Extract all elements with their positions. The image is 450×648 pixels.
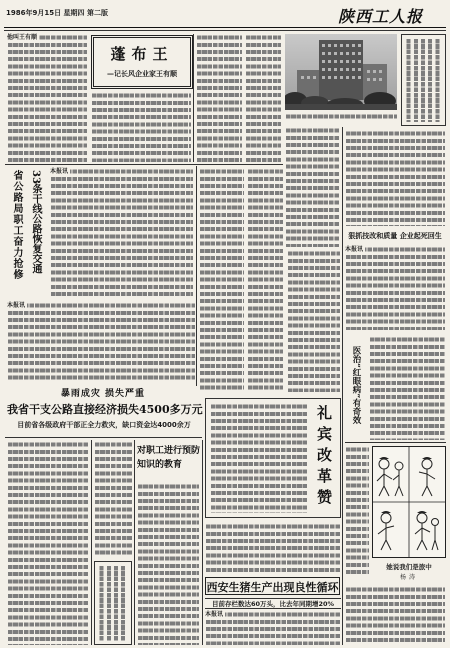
cartoon-illustration [372, 446, 446, 558]
photo-factory-building [285, 34, 397, 110]
column-rule [196, 166, 197, 386]
date-line: 1986年9月15日 星期四 第二版 [6, 9, 108, 17]
column-rule [91, 440, 92, 645]
side-box-text [405, 38, 442, 122]
flood-deck: 目前省各级政府干部正全力救灾，缺口资金达4000余万 [17, 421, 191, 429]
header-rule-thin [4, 30, 446, 31]
article-text-block [245, 34, 281, 162]
article-text-block [247, 168, 283, 393]
red-eye-headline: 医治“红眼病”有奇效 [351, 346, 361, 424]
cartoon-caption: 她说我们是旅中 [386, 563, 432, 571]
column-rule [193, 34, 194, 162]
column-rule [202, 440, 203, 645]
article-text-block [369, 336, 445, 440]
road-repair-headline: 省公路局职工奋力抢修 [11, 170, 22, 280]
pig-headline-box [205, 577, 340, 595]
column-rule [342, 127, 343, 645]
header-rule [4, 27, 446, 28]
article-lead: 本报讯 [345, 246, 364, 253]
cartoon-author: 杨涛 [399, 574, 418, 581]
article-text-block [137, 483, 199, 645]
article-text-block [199, 168, 244, 393]
article-lead: 本报讯 [50, 168, 69, 175]
flood-kicker: 暴雨成灾 损失严重 [60, 389, 146, 399]
feature-headline-box [91, 35, 193, 89]
article-lead: 他叫王有顺 [7, 34, 38, 41]
article-text-block [285, 127, 340, 247]
article-text-block [196, 34, 242, 162]
side-box [401, 34, 446, 126]
road-repair-subheadline: 33条干线公路恢复交通 [30, 170, 41, 274]
prevention-headline: 对职工进行预防知识的教育 [137, 446, 201, 470]
article-text-block [345, 130, 445, 226]
pig-deck: 目前存栏数达60万头，比去年同期增20% [205, 598, 341, 609]
tech-revival-headline: 狠抓技改和质量 企业起死回生 [348, 231, 442, 240]
article-text-block [205, 611, 341, 645]
paper-masthead: 陕西工人报 [338, 7, 424, 26]
section-rule [5, 164, 283, 165]
feature-title: 蓬布王 [110, 45, 174, 63]
article-lead: 本报讯 [205, 611, 224, 618]
poem-text [210, 403, 308, 513]
article-text-block [345, 246, 445, 330]
article-text-block [94, 441, 132, 557]
pig-headline: 西安生猪生产出现良性循环 [206, 581, 339, 594]
feature-subtitle: —记长风企业家王有顺 [107, 70, 177, 78]
section-rule [345, 442, 446, 443]
article-lead: 本报讯 [7, 302, 26, 309]
article-text-block [287, 250, 340, 392]
vertical-notice-box [94, 561, 132, 645]
column-rule [134, 440, 135, 645]
section-rule [5, 437, 202, 438]
article-text-block [345, 446, 369, 576]
etiquette-poem-box [205, 398, 341, 518]
article-text-block [91, 92, 191, 162]
photo-caption [285, 113, 397, 122]
article-text-block [345, 586, 445, 645]
article-text-block [50, 168, 193, 298]
notice-text [98, 565, 128, 641]
article-text-block [205, 523, 341, 573]
article-text-block [7, 302, 195, 382]
article-text-block [7, 34, 87, 162]
etiquette-headline: 礼宾改革赞 [315, 405, 333, 510]
flood-headline: 我省干支公路直接经济损失4500多万元 [7, 403, 203, 416]
article-text-block [7, 441, 89, 645]
